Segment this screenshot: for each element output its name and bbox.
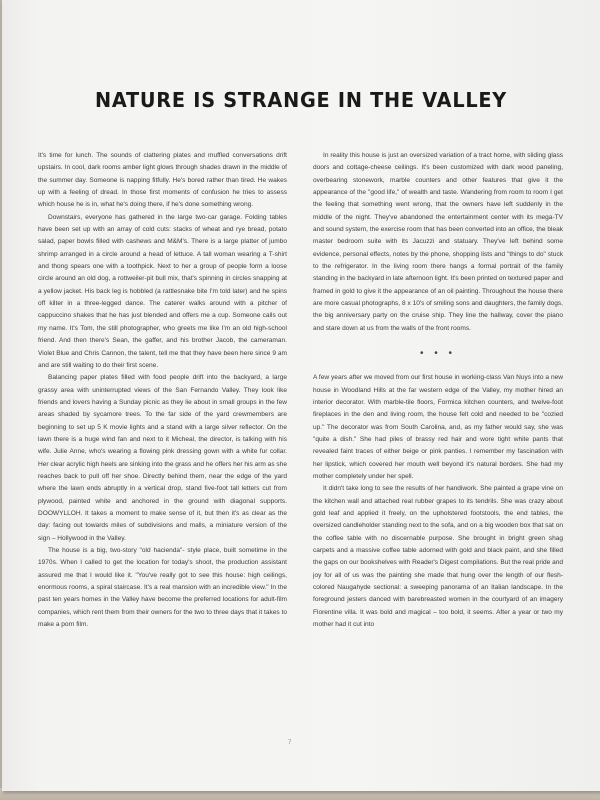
paragraph: In reality this house is just an oversized variation of a tract home, with sliding glass doors and cottage-cheese ceilings. It's been customized with dark wood paneling, overbearing stonework, marble counters and other features that give it the appearance of the "good life," of wealth and taste. Wandering from room to room I get the feeling that something went wrong, that the owners have left suddenly in the middle of the night. They've abandoned the entertainment center with its mega-TV and sound system, the exercise room that has been converted into an office, the bleak master bedroom suite with its Jacuzzi and statuary. They've left behind some evidence, personal effects, notes by the phone, shopping lists and "things to do" stuck to the refrigerator. In the living room there hangs a formal portrait of the family standing in the backyard in late afternoon light. It's been printed on textured paper and framed in gold to give it the appearance of an oil painting. Throughout the house there are more casual photographs, 8 x 10's of smiling sons and daughters, the family dogs, the big anniversary party on the cruise ship. They line the hallway, cover the piano and stare down at us from the walls of the front rooms. bbox=[313, 152, 563, 332]
paragraph: Downstairs, everyone has gathered in the large two-car garage. Folding tables have been set up with an array of cold cuts: stacks of wheat and rye bread, potato salad, paper bowls filled with cashews and M&M's. There is a large platter of jumbo shrimp arranged in a circle around a head of lettuce. A tall woman wearing a T-shirt and thong spears one with a toothpick. Next to her a group of people form a loose circle around an old dog, a rottweiler-pit bull mix, that's spinning in circles snapping at a yellow jacket. His back leg is hobbled (a rattlesnake bite I'm told later) and he spins off kilter in a three-legged dance. The caterer walks around with a pitcher of cappuccino shakes that he has just blended and offers me a cup. Someone calls out my name. It's Tom, the still photographer, who greets me like I'm an old high-school friend. And then there's Sean, the gaffer, and his brother Jacob, the cameraman. Violet Blue and Chris Cannon, the talent, tell me that they have been here since 9 am and are still waiting to do their first scene. bbox=[38, 213, 287, 369]
paragraph: It's time for lunch. The sounds of clattering plates and muffled conversations drift upstairs. In cool, dark rooms amber light glows through shades drawn in the middle of the summer day. Someone is napping fitfully. He's bored rather than tired. He wakes up with a feeling of dread. In those first moments of confusion he tries to assess which house he is in, what he's doing there, if he's done something wrong. bbox=[38, 152, 287, 209]
book-page bbox=[2, 0, 600, 791]
paragraph: A few years after we moved from our first house in working-class Van Nuys into a new house in Woodland Hills at the far western edge of the Valley, my mother hired an interior decorator. With marble-tile floors, Formica kitchen counters, and twelve-foot fireplaces in the den and living room, the house felt cold and needed to be "cozied up." The decorator was from South Carolina, and, as my father would say, she was "quite a dish." She had piles of brassy red hair and wore tight white pants that revealed faint traces of either beige or pink panties. I remember my fascination with her lipstick, which covered her mouth well beyond it's natural borders. She had my mother completely under her spell. bbox=[313, 374, 563, 480]
section-separator: • • • bbox=[419, 348, 457, 360]
page-title: NATURE IS STRANGE IN THE VALLEY bbox=[94, 88, 508, 112]
paragraph: Balancing paper plates filled with food people drift into the backyard, a large grassy area with uninterrupted views of the San Fernando Valley. They look like friends and lovers having a Sunday picnic as they lie about in small groups in the few areas shaded by sycamore trees. To the far side of the yard crewmembers are beginning to set up 5 K movie lights and a stand with a large silver reflector. On the lawn there is a huge wind fan and next to it Micheal, the director, is talking with his wife. Julie Anne, who's wearing a flowing pink dressing gown with a white fur collar. Her clear acrylic high heels are sinking into the grass and he offers her his arm as she reaches back to pull off her shoe. Directly behind them, near the edge of the yard where the lawn ends abruptly in a vertical drop, stand five-foot tall letters cut from plywood, painted white and anchored in the ground with diagonal supports. DOOWYLLOH. It takes a moment to make sense of it, but then it's as clear as the day: facing out towards miles of subdivisions and malls, a miniature version of the sign – Hollywood in the Valley. bbox=[38, 374, 287, 542]
page-number: 7 bbox=[288, 740, 292, 746]
right-column bbox=[313, 150, 563, 631]
paragraph: The house is a big, two-story "old hacienda"- style place, built sometime in the 1970s. When I called to get the location for today's shoot, the production assistant assured me that I would like it. "You've really got to see this house: high ceilings, enormous rooms, a spiral staircase. It's a real mansion with an incredible view." In the past ten years homes in the Valley have become the preferred locations for adult-film companies, which rent them from their owners for the two to three days that it takes to make a porn film. bbox=[38, 547, 287, 629]
paragraph: It didn't take long to see the results of her handiwork. She painted a grape vine on the kitchen wall and attached real rubber grapes to its tendrils. She was crazy about gold leaf and applied it freely, on the upholstered footstools, the end tables, the oversized candleholder standing next to the sofa, and on a big wooden box that sat on the coffee table with no discernable purpose. She brought in bright green shag carpets and a massive coffee table adorned with gold and black paint, and she filled the gaps on our bookshelves with Reader's Digest compilations. But the real pride and joy for all of us was the painting she made that hung over the length of our flesh-colored Naugahyde sectional: a sweeping panorama of an Italian landscape. In the foreground jesters danced with barebreasted women in the courtyard of an imagery Florentine villa. It was bold and magical – too bold, it seems. After a year or two my mother had it cut into bbox=[313, 485, 563, 629]
left-column bbox=[38, 150, 287, 631]
